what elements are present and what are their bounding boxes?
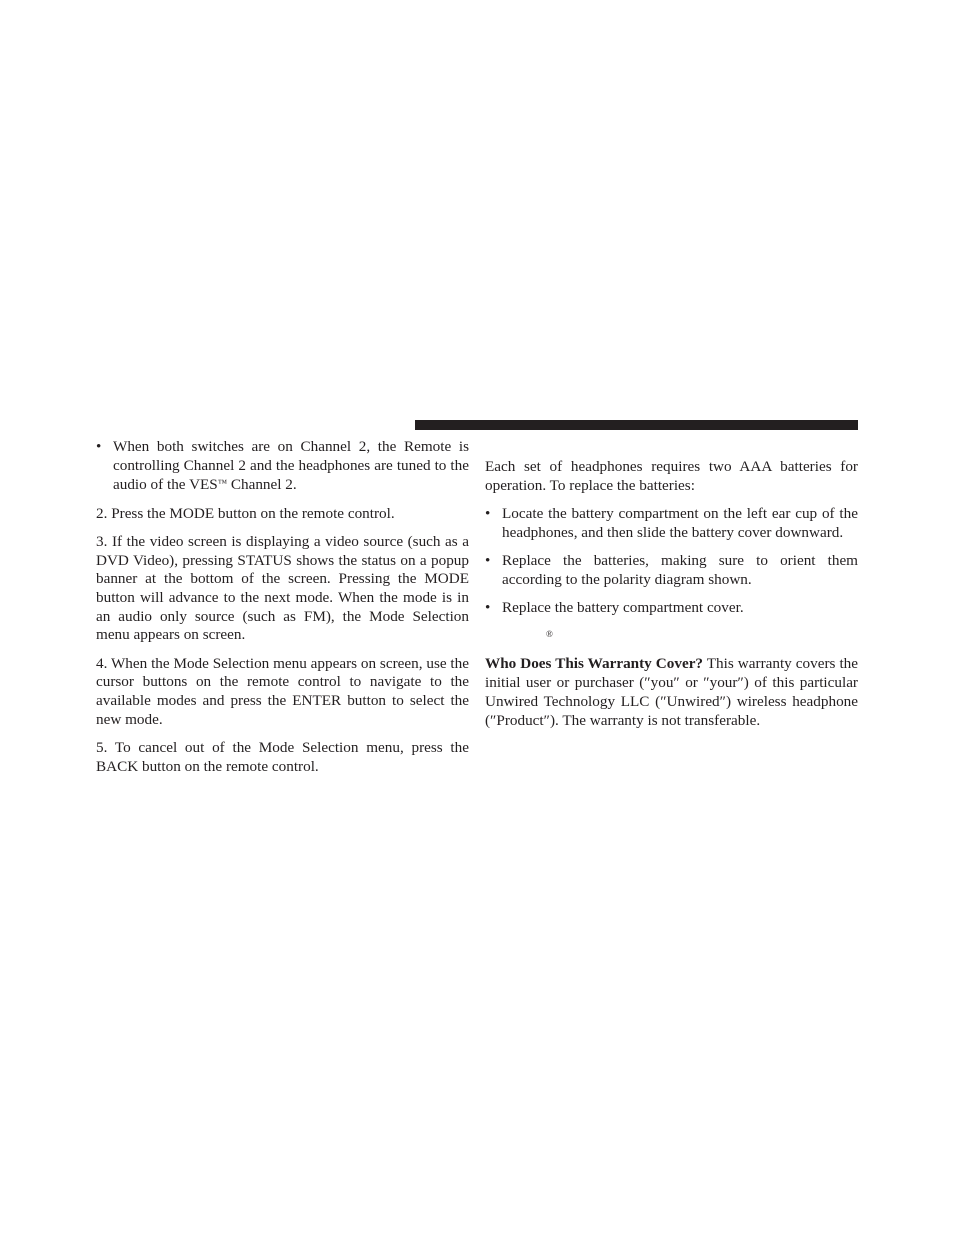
- step-2-paragraph: 2. Press the MODE button on the remote control.: [96, 504, 395, 522]
- step-5-paragraph: 5. To cancel out of the Mode Selection menu, press the BACK button on the remote control.: [96, 738, 469, 775]
- warranty-lead-in: Who Does This Warranty Cover?: [485, 655, 704, 673]
- registered-heading-line: [485, 617, 858, 655]
- section-header-bar: [415, 420, 858, 430]
- bullet-text: Replace the battery compartment cover.: [502, 598, 744, 616]
- list-item: [96, 438, 469, 495]
- bullet-text: Locate the battery compartment on the left ear cup of the headphones, and then slide the battery cover downward.: [502, 504, 858, 541]
- battery-intro-paragraph: Each set of headphones requires two AAA batteries for operation. To replace the batteries:: [485, 458, 858, 494]
- bullet-icon: •: [485, 598, 491, 616]
- bullet-text: Replace the batteries, making sure to orient them according to the polarity diagram shown.: [502, 551, 858, 588]
- step-3-paragraph: 3. If the video screen is displaying a video source (such as a DVD Video), pressing STATUS shows the status on a popup banner at the bottom of the screen. Pressing the MODE button will advance to the next mode. When the mode is in an audio only source (such as FM), the Mode Selection menu appears on screen.: [96, 532, 469, 644]
- registered-mark: ®: [546, 629, 553, 640]
- left-column: [96, 438, 469, 776]
- step-4-paragraph: 4. When the Mode Selection menu appears on screen, use the cursor buttons on the remote control to navigate to the available modes and press the ENTER button to select the new mode.: [96, 654, 469, 728]
- list-item: [485, 599, 858, 618]
- list-item: [485, 552, 858, 589]
- bullet-icon: •: [485, 551, 491, 569]
- bullet-text-end: Channel 2.: [227, 476, 297, 494]
- trademark-symbol: ™: [217, 479, 228, 490]
- bullet-icon: •: [485, 504, 491, 522]
- warranty-body: This warranty covers the initial user or purchaser (″you″ or ″your″) of this particular Unwired Technology LLC (″Unwired″) wireless headphone (″Product″). The warranty is not transferable.: [485, 655, 858, 729]
- right-column: [485, 458, 858, 730]
- list-item: [485, 505, 858, 542]
- bullet-text: When both switches are on Channel 2, the Remote is controlling Channel 2 and the headphones are tuned to the audio of the VES: [113, 438, 469, 494]
- bullet-icon: •: [96, 438, 102, 455]
- warranty-paragraph: [485, 655, 858, 730]
